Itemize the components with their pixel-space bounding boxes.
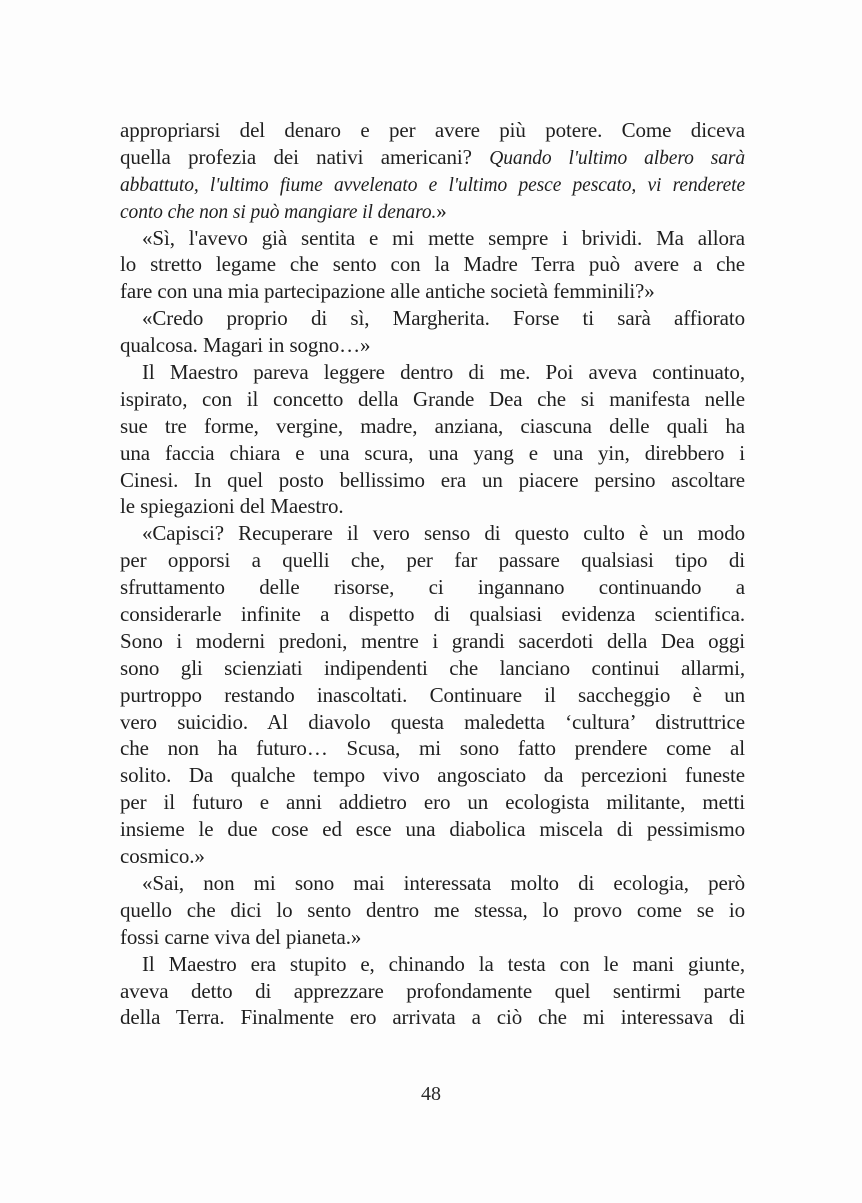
paragraph (120, 225, 745, 306)
body-text: sono gli scienziati indipendenti che lanciano continui allarmi, (120, 655, 745, 680)
body-text: solito. Da qualche tempo vivo angosciato da percezioni funeste (120, 763, 745, 788)
text-line (120, 682, 745, 709)
text-line (120, 305, 745, 332)
text-line (120, 951, 745, 978)
body-text: una faccia chiara e una scura, una yang e una yin, direbbero i (120, 440, 745, 465)
body-text: cosmico.» (120, 844, 205, 869)
text-line (120, 251, 745, 278)
paragraph (120, 305, 745, 359)
body-text: aveva detto di apprezzare profondamente quel sentirmi parte (120, 978, 745, 1003)
paragraph (120, 359, 745, 520)
body-text: «Sì, l'avevo già sentita e mi mette sempre i brividi. Ma allora (142, 225, 745, 250)
body-text: Il Maestro era stupito e, chinando la testa con le mani giunte, (142, 951, 745, 976)
page-body (120, 117, 745, 1031)
text-line (120, 359, 745, 386)
text-line (120, 1004, 745, 1031)
text-line (120, 332, 745, 359)
text-line (120, 547, 745, 574)
text-line (120, 601, 745, 628)
body-text: fare con una mia partecipazione alle antiche società femminili?» (120, 279, 655, 304)
italic-quote-text: conto che non si può mangiare il denaro. (120, 201, 437, 223)
body-text: per il futuro e anni addietro ero un ecologista militante, metti (120, 790, 745, 815)
paragraph (120, 951, 745, 1032)
text-line (120, 440, 745, 467)
text-line (120, 735, 745, 762)
paragraph (120, 520, 745, 870)
text-line (120, 789, 745, 816)
paragraph (120, 117, 745, 225)
text-line (120, 574, 745, 601)
body-text: qualcosa. Magari in sogno…» (120, 333, 371, 358)
body-text: Sono i moderni predoni, mentre i grandi sacerdoti della Dea oggi (120, 628, 745, 653)
body-text: «Credo proprio di sì, Margherita. Forse ti sarà affiorato (142, 306, 745, 331)
body-text: ispirato, con il concetto della Grande Dea che si manifesta nelle (120, 386, 745, 411)
text-line (120, 386, 745, 413)
body-text: che non ha futuro… Scusa, mi sono fatto prendere come al (120, 736, 745, 761)
text-line (120, 843, 745, 870)
body-text: quella profezia dei nativi americani? (120, 144, 490, 169)
text-line (120, 816, 745, 843)
text-line (120, 198, 745, 225)
body-text: insieme le due cose ed esce una diabolica miscela di pessimismo (120, 817, 745, 842)
italic-quote-text: Quando l'ultimo albero sarà (489, 147, 746, 169)
body-text: fossi carne viva del pianeta.» (120, 924, 362, 949)
text-line (120, 467, 745, 494)
body-text: «Capisci? Recuperare il vero senso di questo culto è un modo (142, 521, 745, 546)
text-line (120, 144, 745, 171)
text-line (120, 413, 745, 440)
body-text: sfruttamento delle risorse, ci ingannano continuando a (120, 575, 745, 600)
text-line (120, 493, 745, 520)
body-text: Cinesi. In quel posto bellissimo era un piacere persino ascoltare (120, 467, 745, 492)
paragraph (120, 870, 745, 951)
body-text: lo stretto legame che sento con la Madre Terra può avere a che (120, 252, 745, 277)
text-line (120, 762, 745, 789)
text-line (120, 171, 745, 198)
text-line (120, 870, 745, 897)
body-text: » (436, 198, 447, 223)
body-text: per opporsi a quelli che, per far passare qualsiasi tipo di (120, 548, 745, 573)
body-text: della Terra. Finalmente ero arrivata a ciò che mi interessava di (120, 1005, 745, 1030)
text-line (120, 709, 745, 736)
body-text: vero suicidio. Al diavolo questa maledetta ‘cultura’ distruttrice (120, 709, 745, 734)
text-line (120, 897, 745, 924)
text-line (120, 924, 745, 951)
text-line (120, 520, 745, 547)
italic-quote-text: abbattuto, l'ultimo fiume avvelenato e l'ultimo pesce pescato, vi renderete (120, 174, 745, 196)
body-text: appropriarsi del denaro e per avere più potere. Come diceva (120, 118, 745, 142)
text-line (120, 278, 745, 305)
text-line (120, 225, 745, 252)
text-line (120, 628, 745, 655)
body-text: purtroppo restando inascoltati. Continuare il saccheggio è un (120, 682, 745, 707)
body-text: sue tre forme, vergine, madre, anziana, ciascuna delle quali ha (120, 413, 745, 438)
text-line (120, 655, 745, 682)
page-number: 48 (421, 1083, 441, 1105)
body-text: quello che dici lo sento dentro me stessa, lo provo come se io (120, 897, 745, 922)
body-text: «Sai, non mi sono mai interessata molto di ecologia, però (142, 870, 745, 895)
text-line (120, 978, 745, 1005)
body-text: le spiegazioni del Maestro. (120, 494, 344, 519)
body-text: Il Maestro pareva leggere dentro di me. Poi aveva continuato, (142, 360, 745, 385)
body-text: considerarle infinite a dispetto di qualsiasi evidenza scientifica. (120, 602, 745, 627)
text-line (120, 117, 745, 144)
